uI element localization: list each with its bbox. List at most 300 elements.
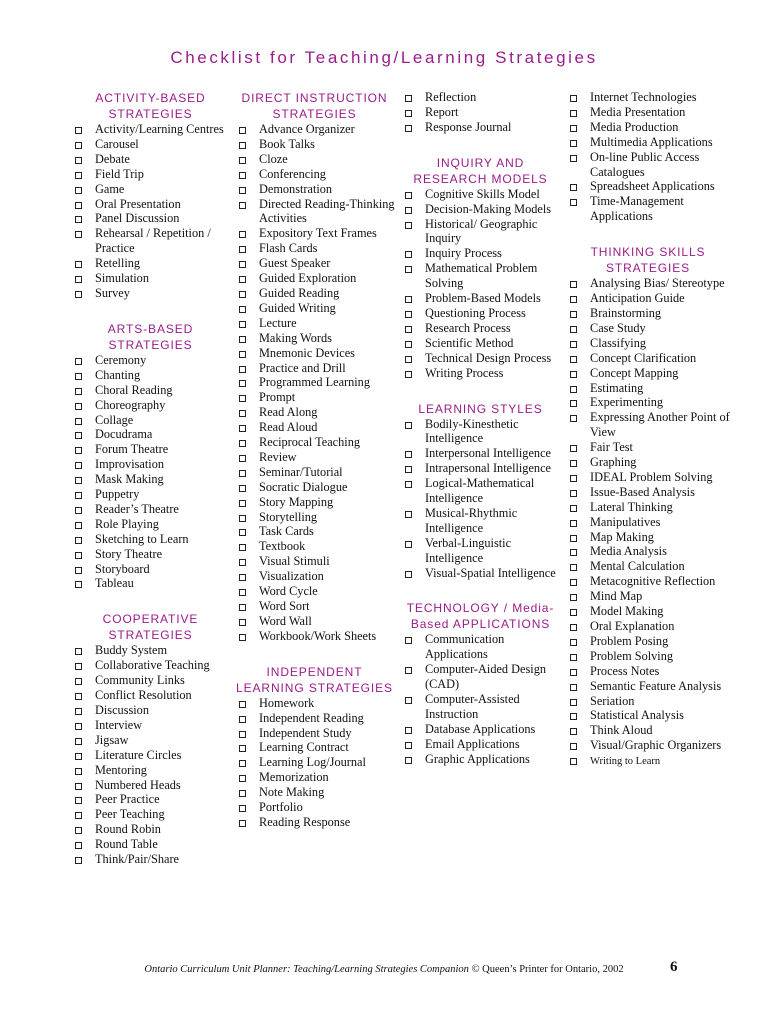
checkbox-icon[interactable]	[239, 291, 246, 298]
checklist-item-label: Report	[425, 104, 459, 119]
checkbox-icon[interactable]	[570, 460, 577, 467]
checklist-item	[232, 241, 397, 256]
checklist-item	[232, 301, 397, 316]
checkbox-icon[interactable]	[75, 738, 82, 745]
checklist-item-label: Review	[259, 449, 297, 464]
checkbox-icon[interactable]	[239, 820, 246, 827]
checklist-item-label: Programmed Learning	[259, 375, 370, 390]
checklist-item	[563, 723, 733, 738]
checkbox-icon[interactable]	[239, 142, 246, 149]
checkbox-icon[interactable]	[570, 199, 577, 206]
strategy-section	[232, 664, 397, 830]
strategy-section	[68, 90, 233, 301]
checklist-item-label: Independent Reading	[259, 710, 364, 725]
checkbox-icon[interactable]	[239, 366, 246, 373]
checkbox-icon[interactable]	[75, 753, 82, 760]
checkbox-icon[interactable]	[75, 678, 82, 685]
checklist-item-label: Demonstration	[259, 181, 333, 196]
checklist-item-label: Conferencing	[259, 166, 326, 181]
checklist-item	[563, 485, 733, 500]
checklist-item-label: Guided Exploration	[259, 271, 357, 286]
checkbox-icon[interactable]	[570, 669, 577, 676]
checkbox-icon[interactable]	[239, 455, 246, 462]
checklist-item	[68, 562, 233, 577]
checkbox-icon[interactable]	[239, 500, 246, 507]
checkbox-icon[interactable]	[75, 723, 82, 730]
checkbox-icon[interactable]	[405, 466, 412, 473]
checkbox-icon[interactable]	[405, 207, 412, 214]
checkbox-icon[interactable]	[405, 356, 412, 363]
checkbox-icon[interactable]	[75, 373, 82, 380]
checklist-item-label: Role Playing	[95, 516, 159, 531]
checkbox-icon[interactable]	[75, 276, 82, 283]
strategy-column-4	[563, 90, 733, 770]
checkbox-icon[interactable]	[239, 276, 246, 283]
checklist-item	[68, 487, 233, 502]
checkbox-icon[interactable]	[239, 805, 246, 812]
checkbox-icon[interactable]	[239, 760, 246, 767]
checklist-item-label: Database Applications	[425, 721, 536, 736]
checklist-item	[398, 692, 563, 722]
page-footer	[0, 964, 768, 975]
checkbox-icon[interactable]	[570, 341, 577, 348]
checkbox-icon[interactable]	[239, 261, 246, 268]
checklist-item-label: Logical-Mathematical Intelligence	[425, 476, 535, 506]
checklist-item-label: Visualization	[259, 569, 324, 584]
checklist-item-label: Discussion	[95, 703, 149, 717]
checkbox-icon[interactable]	[239, 231, 246, 238]
checklist-item-label: Directed Reading-Thinking Activities	[259, 196, 395, 226]
checkbox-icon[interactable]	[570, 564, 577, 571]
checkbox-icon[interactable]	[75, 842, 82, 849]
checklist-item-label: Note Making	[259, 785, 325, 800]
checkbox-icon[interactable]	[75, 358, 82, 365]
checkbox-icon[interactable]	[75, 812, 82, 819]
checkbox-icon[interactable]	[405, 110, 412, 117]
checklist-item	[232, 770, 397, 785]
checkbox-icon[interactable]	[75, 291, 82, 298]
checklist-item-label: Time-Management Applications	[590, 194, 684, 224]
checklist-item-label: Mentoring	[95, 762, 147, 777]
checkbox-icon[interactable]	[239, 336, 246, 343]
checklist-item	[68, 152, 233, 167]
checkbox-icon[interactable]	[405, 667, 412, 674]
checkbox-icon[interactable]	[239, 619, 246, 626]
checkbox-icon[interactable]	[239, 775, 246, 782]
checkbox-icon[interactable]	[239, 485, 246, 492]
checkbox-icon[interactable]	[570, 371, 577, 378]
checklist-item	[398, 90, 563, 105]
checkbox-icon[interactable]	[75, 663, 82, 670]
checkbox-icon[interactable]	[75, 462, 82, 469]
checkbox-icon[interactable]	[405, 511, 412, 518]
section-heading: TECHNOLOGY / Media-Based APPLICATIONS	[406, 601, 555, 632]
checkbox-icon[interactable]	[570, 125, 577, 132]
checklist-item-label: Seminar/Tutorial	[259, 464, 343, 479]
checklist-item-label: Scientific Method	[425, 335, 514, 350]
checklist-item	[68, 427, 233, 442]
checklist-item-label: Media Analysis	[590, 544, 667, 559]
checklist-item-label: Verbal-Linguistic Intelligence	[425, 535, 512, 565]
checkbox-icon[interactable]	[239, 559, 246, 566]
checkbox-icon[interactable]	[239, 574, 246, 581]
section-heading: DIRECT INSTRUCTION STRATEGIES	[241, 91, 388, 121]
checklist-item	[68, 122, 233, 137]
checkbox-icon[interactable]	[405, 571, 412, 578]
checkbox-icon[interactable]	[75, 418, 82, 425]
checkbox-icon[interactable]	[75, 537, 82, 544]
checkbox-icon[interactable]	[570, 445, 577, 452]
checklist-item-label: Concept Mapping	[590, 365, 679, 380]
checklist-item	[398, 417, 563, 447]
checkbox-icon[interactable]	[570, 356, 577, 363]
checkbox-icon[interactable]	[75, 388, 82, 395]
checkbox-icon[interactable]	[405, 326, 412, 333]
checkbox-icon[interactable]	[239, 321, 246, 328]
checkbox-icon[interactable]	[239, 470, 246, 477]
checklist-item	[68, 576, 233, 591]
checklist-item	[232, 785, 397, 800]
checklist-item-label: Graphic Applications	[425, 751, 530, 766]
checkbox-icon[interactable]	[570, 400, 577, 407]
checklist-item-label: Visual-Spatial Intelligence	[425, 565, 556, 580]
checklist-item-label: Oral Presentation	[95, 196, 181, 211]
checkbox-icon[interactable]	[75, 202, 82, 209]
checkbox-icon[interactable]	[405, 727, 412, 734]
checklist-item	[68, 688, 233, 703]
checklist-item-label: Writing to Learn	[590, 756, 661, 768]
checklist-item-label: Literature Circles	[95, 747, 182, 762]
checkbox-icon[interactable]	[75, 216, 82, 223]
checkbox-icon[interactable]	[75, 157, 82, 164]
checklist-item-label: Analysing Bias/ Stereotype	[590, 276, 725, 291]
checkbox-icon[interactable]	[239, 246, 246, 253]
checkbox-icon[interactable]	[405, 341, 412, 348]
checkbox-icon[interactable]	[239, 410, 246, 417]
checklist-item	[563, 589, 733, 604]
checkbox-icon[interactable]	[570, 296, 577, 303]
checklist-item	[563, 753, 733, 770]
footer-source: Ontario Curriculum Unit Planner: Teaching/Learning Strategies Companion	[144, 964, 469, 975]
checkbox-icon[interactable]	[239, 351, 246, 358]
checklist-item	[232, 480, 397, 495]
checklist-item-label: Media Presentation	[590, 104, 686, 119]
checkbox-icon[interactable]	[570, 609, 577, 616]
checkbox-icon[interactable]	[405, 251, 412, 258]
checklist-item	[232, 599, 397, 614]
checklist-item	[232, 375, 397, 390]
checkbox-icon[interactable]	[239, 604, 246, 611]
checkbox-icon[interactable]	[75, 432, 82, 439]
checkbox-icon[interactable]	[405, 222, 412, 229]
checkbox-icon[interactable]	[239, 202, 246, 209]
checkbox-icon[interactable]	[570, 281, 577, 288]
checklist-item-label: Expository Text Frames	[259, 226, 377, 241]
checklist-item-label: Peer Teaching	[95, 807, 165, 822]
checklist-item-label: Brainstorming	[590, 305, 662, 320]
checklist-item	[398, 461, 563, 476]
checklist-item-label: Interpersonal Intelligence	[425, 446, 551, 461]
checklist-item	[232, 614, 397, 629]
checkbox-icon[interactable]	[75, 172, 82, 179]
checklist-item-label: Advance Organizer	[259, 122, 355, 136]
checklist-item	[68, 457, 233, 472]
strategy-section	[398, 155, 563, 381]
checkbox-icon[interactable]	[405, 481, 412, 488]
checkbox-icon[interactable]	[405, 311, 412, 318]
checklist-item	[563, 321, 733, 336]
checkbox-icon[interactable]	[570, 758, 577, 765]
checklist-item	[563, 381, 733, 396]
checkbox-icon[interactable]	[570, 95, 577, 102]
checkbox-icon[interactable]	[75, 783, 82, 790]
checkbox-icon[interactable]	[239, 790, 246, 797]
checkbox-icon[interactable]	[75, 648, 82, 655]
checklist-item	[398, 566, 563, 581]
checklist-item	[398, 662, 563, 692]
checkbox-icon[interactable]	[75, 187, 82, 194]
checkbox-icon[interactable]	[570, 475, 577, 482]
checkbox-icon[interactable]	[239, 187, 246, 194]
checklist-item-label: Statistical Analysis	[590, 708, 684, 723]
checklist-item	[563, 500, 733, 515]
checkbox-icon[interactable]	[405, 266, 412, 273]
checklist-item	[68, 658, 233, 673]
checkbox-icon[interactable]	[405, 371, 412, 378]
strategy-column-1	[68, 90, 233, 867]
checklist-item-label: Jigsaw	[95, 732, 129, 747]
checklist-item-label: Historical/ Geographic Inquiry	[425, 216, 538, 246]
checkbox-icon[interactable]	[239, 306, 246, 313]
checkbox-icon[interactable]	[75, 581, 82, 588]
checkbox-icon[interactable]	[570, 415, 577, 422]
checklist-item-label: Panel Discussion	[95, 211, 180, 226]
checklist-item-label: Read Aloud	[259, 420, 318, 435]
checkbox-icon[interactable]	[75, 492, 82, 499]
checkbox-icon[interactable]	[239, 589, 246, 596]
checklist-item-label: Collage	[95, 412, 134, 427]
checkbox-icon[interactable]	[239, 440, 246, 447]
checkbox-icon[interactable]	[75, 142, 82, 149]
checkbox-icon[interactable]	[405, 742, 412, 749]
checkbox-icon[interactable]	[75, 127, 82, 134]
checkbox-icon[interactable]	[75, 567, 82, 574]
checkbox-icon[interactable]	[239, 127, 246, 134]
checklist-item	[398, 202, 563, 217]
checkbox-icon[interactable]	[570, 654, 577, 661]
checkbox-icon[interactable]	[239, 716, 246, 723]
checklist-item	[398, 722, 563, 737]
checkbox-icon[interactable]	[405, 296, 412, 303]
checkbox-icon[interactable]	[405, 192, 412, 199]
checkbox-icon[interactable]	[570, 505, 577, 512]
checklist-item-label: Community Links	[95, 673, 185, 688]
checkbox-icon[interactable]	[239, 425, 246, 432]
strategy-section	[563, 244, 733, 770]
checkbox-icon[interactable]	[570, 520, 577, 527]
checkbox-icon[interactable]	[405, 125, 412, 132]
checkbox-icon[interactable]	[75, 231, 82, 238]
checklist-item	[68, 792, 233, 807]
checklist-item	[563, 179, 733, 194]
checklist-item	[563, 120, 733, 135]
checklist-item-label: Inquiry Process	[425, 246, 502, 261]
checklist-item	[398, 366, 563, 381]
checklist-item	[563, 679, 733, 694]
checklist-item-label: Guided Reading	[259, 285, 340, 300]
checklist-item	[68, 413, 233, 428]
checkbox-icon[interactable]	[75, 261, 82, 268]
checkbox-icon[interactable]	[75, 447, 82, 454]
checkbox-icon[interactable]	[239, 731, 246, 738]
checklist-item-label: Choreography	[95, 397, 166, 412]
checkbox-icon[interactable]	[75, 827, 82, 834]
checkbox-icon[interactable]	[570, 326, 577, 333]
checklist-item-label: Portfolio	[259, 800, 303, 815]
checklist-item-label: Workbook/Work Sheets	[259, 628, 377, 643]
checklist-item	[563, 574, 733, 589]
checklist-item	[398, 737, 563, 752]
checkbox-icon[interactable]	[75, 708, 82, 715]
checklist-item-label: Task Cards	[259, 524, 314, 539]
checklist-item-label: Semantic Feature Analysis	[590, 678, 722, 693]
checklist-item	[68, 733, 233, 748]
checklist-item	[232, 226, 397, 241]
checkbox-icon[interactable]	[239, 380, 246, 387]
checklist-item	[398, 246, 563, 261]
checklist-item	[398, 261, 563, 291]
checkbox-icon[interactable]	[570, 728, 577, 735]
checklist-item-label: Conflict Resolution	[95, 688, 192, 703]
checklist-item	[398, 321, 563, 336]
checkbox-icon[interactable]	[405, 95, 412, 102]
section-heading: COOPERATIVE STRATEGIES	[102, 612, 199, 643]
checklist-item-label: Technical Design Process	[425, 350, 552, 365]
checklist-item	[68, 271, 233, 286]
checkbox-icon[interactable]	[570, 490, 577, 497]
checkbox-icon[interactable]	[570, 140, 577, 147]
checklist-item	[563, 366, 733, 381]
checklist-item-label: Round Table	[95, 837, 158, 852]
checklist-item	[398, 446, 563, 461]
checkbox-icon[interactable]	[239, 529, 246, 536]
checklist-item	[398, 187, 563, 202]
checklist-item-label: Improvisation	[95, 457, 164, 472]
checkbox-icon[interactable]	[405, 451, 412, 458]
checklist-item	[68, 852, 233, 867]
checkbox-icon[interactable]	[75, 552, 82, 559]
checkbox-icon[interactable]	[405, 697, 412, 704]
checklist-item-label: Round Robin	[95, 822, 161, 837]
checkbox-icon[interactable]	[405, 541, 412, 548]
checkbox-icon[interactable]	[405, 422, 412, 429]
checkbox-icon[interactable]	[570, 713, 577, 720]
strategy-section	[68, 611, 233, 867]
checkbox-icon[interactable]	[570, 184, 577, 191]
checklist-item-label: Problem Solving	[590, 648, 674, 663]
checklist-item	[68, 778, 233, 793]
checkbox-icon[interactable]	[75, 857, 82, 864]
strategy-section	[68, 321, 233, 592]
checklist-item-label: Word Sort	[259, 599, 310, 613]
checklist-item	[232, 726, 397, 741]
checklist-item	[563, 90, 733, 105]
checklist-item	[563, 694, 733, 709]
checkbox-icon[interactable]	[570, 684, 577, 691]
checklist-item	[232, 346, 397, 361]
checklist-item-label: Issue-Based Analysis	[590, 484, 695, 499]
checkbox-icon[interactable]	[75, 403, 82, 410]
checkbox-icon[interactable]	[75, 477, 82, 484]
checkbox-icon[interactable]	[239, 634, 246, 641]
checklist-item	[563, 150, 733, 180]
checkbox-icon[interactable]	[570, 579, 577, 586]
section-heading: ARTS-BASED STRATEGIES	[107, 321, 194, 352]
checklist-item	[563, 395, 733, 410]
checklist-item-label: Problem Posing	[590, 633, 669, 648]
checkbox-icon[interactable]	[570, 624, 577, 631]
checkbox-icon[interactable]	[570, 594, 577, 601]
checklist-item	[68, 368, 233, 383]
checkbox-icon[interactable]	[75, 797, 82, 804]
checkbox-icon[interactable]	[239, 745, 246, 752]
checklist-item	[232, 815, 397, 830]
checkbox-icon[interactable]	[75, 507, 82, 514]
checkbox-icon[interactable]	[405, 757, 412, 764]
checkbox-icon[interactable]	[239, 172, 246, 179]
checkbox-icon[interactable]	[570, 743, 577, 750]
checklist-item-label: Textbook	[259, 539, 306, 554]
checklist-item	[232, 584, 397, 599]
checkbox-icon[interactable]	[239, 701, 246, 708]
checkbox-icon[interactable]	[570, 639, 577, 646]
section-heading: INQUIRY AND RESEARCH MODELS	[413, 155, 548, 186]
checkbox-icon[interactable]	[239, 515, 246, 522]
checkbox-icon[interactable]	[75, 768, 82, 775]
checkbox-icon[interactable]	[239, 395, 246, 402]
checklist-item	[232, 405, 397, 420]
checklist-item	[563, 336, 733, 351]
checklist-item	[232, 740, 397, 755]
checklist-item	[68, 837, 233, 852]
checklist-item	[232, 755, 397, 770]
checklist-item-label: Process Notes	[590, 663, 660, 678]
checkbox-icon[interactable]	[570, 155, 577, 162]
checklist-item	[232, 539, 397, 554]
checkbox-icon[interactable]	[570, 386, 577, 393]
checklist-item	[232, 569, 397, 584]
checkbox-icon[interactable]	[75, 693, 82, 700]
checkbox-icon[interactable]	[239, 157, 246, 164]
checklist-item-label: Metacognitive Reflection	[590, 574, 716, 589]
checklist-item-label: Anticipation Guide	[590, 291, 685, 306]
checklist-item	[563, 664, 733, 679]
checkbox-icon[interactable]	[405, 637, 412, 644]
checkbox-icon[interactable]	[239, 544, 246, 551]
checkbox-icon[interactable]	[570, 549, 577, 556]
checklist-item	[398, 105, 563, 120]
checklist-item	[398, 291, 563, 306]
checkbox-icon[interactable]	[75, 522, 82, 529]
checklist-item	[232, 137, 397, 152]
checklist-item	[232, 197, 397, 227]
checkbox-icon[interactable]	[570, 110, 577, 117]
checklist-item	[398, 336, 563, 351]
checkbox-icon[interactable]	[570, 311, 577, 318]
checklist-item-label: Multimedia Applications	[590, 134, 713, 149]
checkbox-icon[interactable]	[570, 535, 577, 542]
checkbox-icon[interactable]	[570, 699, 577, 706]
